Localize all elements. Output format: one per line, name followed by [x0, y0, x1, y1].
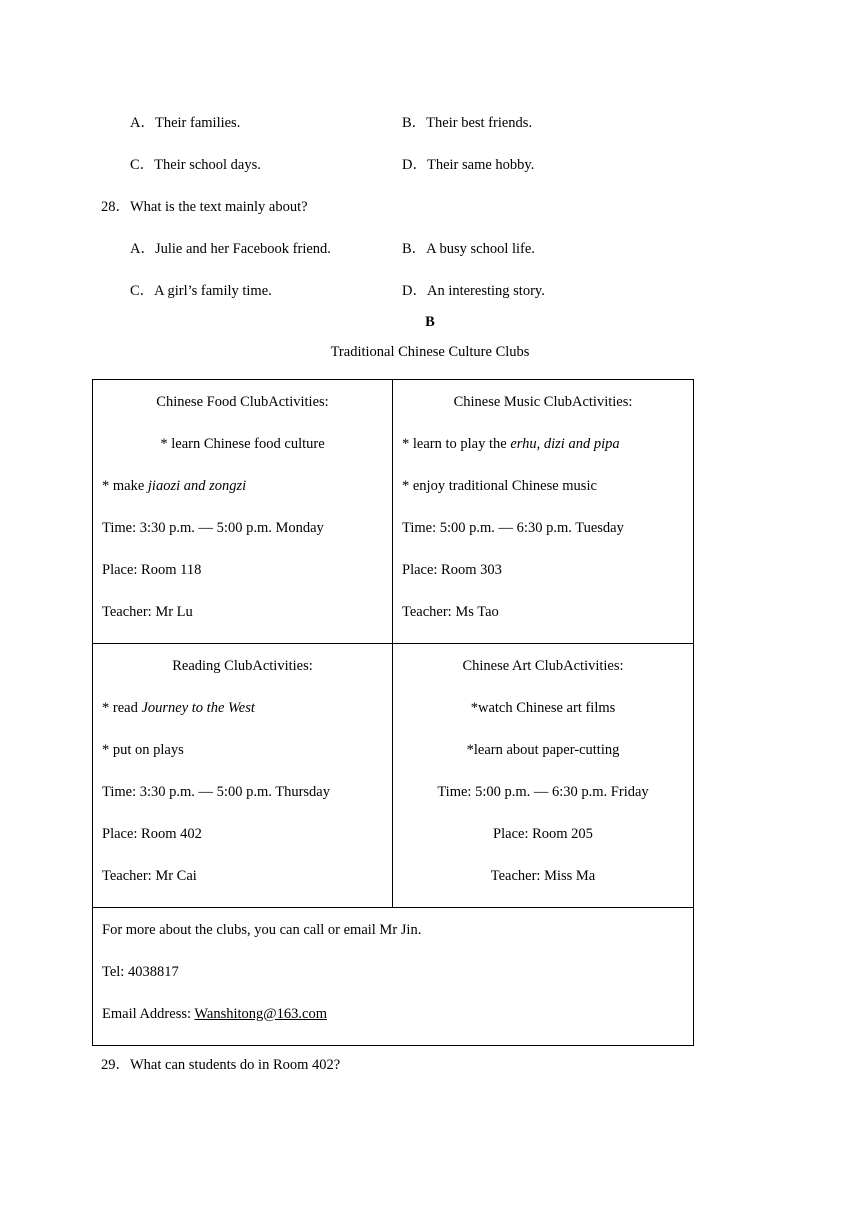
- q29-question: 29．What can students do in Room 402?: [101, 1057, 341, 1073]
- food-club-time: Time: 3:30 p.m. — 5:00 p.m. Monday: [102, 520, 324, 536]
- reading-club-activity-2: * put on plays: [102, 742, 184, 758]
- reading-club-teacher: Teacher: Mr Cai: [102, 868, 197, 884]
- q27-option-a: A．Their families.: [130, 115, 241, 131]
- food-club-heading: Chinese Food ClubActivities:: [156, 394, 329, 410]
- q28-option-b: B．A busy school life.: [402, 241, 535, 257]
- food-club-activity-2: * make jiaozi and zongzi: [102, 478, 247, 494]
- q27-option-b: B．Their best friends.: [402, 115, 533, 131]
- food-club-place: Place: Room 118: [102, 562, 202, 578]
- reading-club-place: Place: Room 402: [102, 826, 202, 842]
- clubs-table: [92, 379, 694, 1046]
- q28-option-c: C．A girl’s family time.: [130, 283, 272, 299]
- music-club-activity-2: * enjoy traditional Chinese music: [402, 478, 597, 494]
- art-club-activity-2: *learn about paper-cutting: [466, 742, 620, 758]
- art-club-teacher: Teacher: Miss Ma: [490, 868, 596, 884]
- q28-question: 28．What is the text mainly about?: [101, 199, 308, 215]
- music-club-teacher: Teacher: Ms Tao: [402, 604, 499, 620]
- section-letter: B: [425, 314, 435, 330]
- food-club-cell: [93, 380, 393, 644]
- reading-club-activity-1: * read Journey to the West: [102, 700, 255, 716]
- art-club-place: Place: Room 205: [493, 826, 593, 842]
- music-club-activity-1: * learn to play the erhu, dizi and pipa: [402, 436, 620, 452]
- art-club-cell: [393, 644, 694, 908]
- q28-option-d: D．An interesting story.: [402, 283, 545, 299]
- contact-cell: [93, 908, 694, 1046]
- contact-intro: For more about the clubs, you can call or email Mr Jin.: [102, 922, 422, 938]
- music-club-time: Time: 5:00 p.m. — 6:30 p.m. Tuesday: [402, 520, 624, 536]
- email-link[interactable]: Wanshitong@163.com: [194, 1006, 327, 1022]
- art-club-activity-1: *watch Chinese art films: [470, 700, 616, 716]
- art-club-time: Time: 5:00 p.m. — 6:30 p.m. Friday: [437, 784, 649, 800]
- q28-option-a: A．Julie and her Facebook friend.: [130, 241, 331, 257]
- music-club-place: Place: Room 303: [402, 562, 502, 578]
- food-club-teacher: Teacher: Mr Lu: [102, 604, 193, 620]
- q27-option-c: C．Their school days.: [130, 157, 261, 173]
- reading-club-cell: [93, 644, 393, 908]
- reading-club-time: Time: 3:30 p.m. — 5:00 p.m. Thursday: [102, 784, 330, 800]
- food-club-activity-1: * learn Chinese food culture: [160, 436, 325, 452]
- contact-tel: Tel: 4038817: [102, 964, 179, 980]
- music-club-cell: [393, 380, 694, 644]
- section-title: Traditional Chinese Culture Clubs: [330, 344, 530, 360]
- contact-email: Email Address: Wanshitong@163.com: [102, 1006, 327, 1022]
- music-club-heading: Chinese Music ClubActivities:: [453, 394, 633, 410]
- art-club-heading: Chinese Art ClubActivities:: [462, 658, 624, 674]
- q27-option-d: D．Their same hobby.: [402, 157, 535, 173]
- reading-club-heading: Reading ClubActivities:: [172, 658, 313, 674]
